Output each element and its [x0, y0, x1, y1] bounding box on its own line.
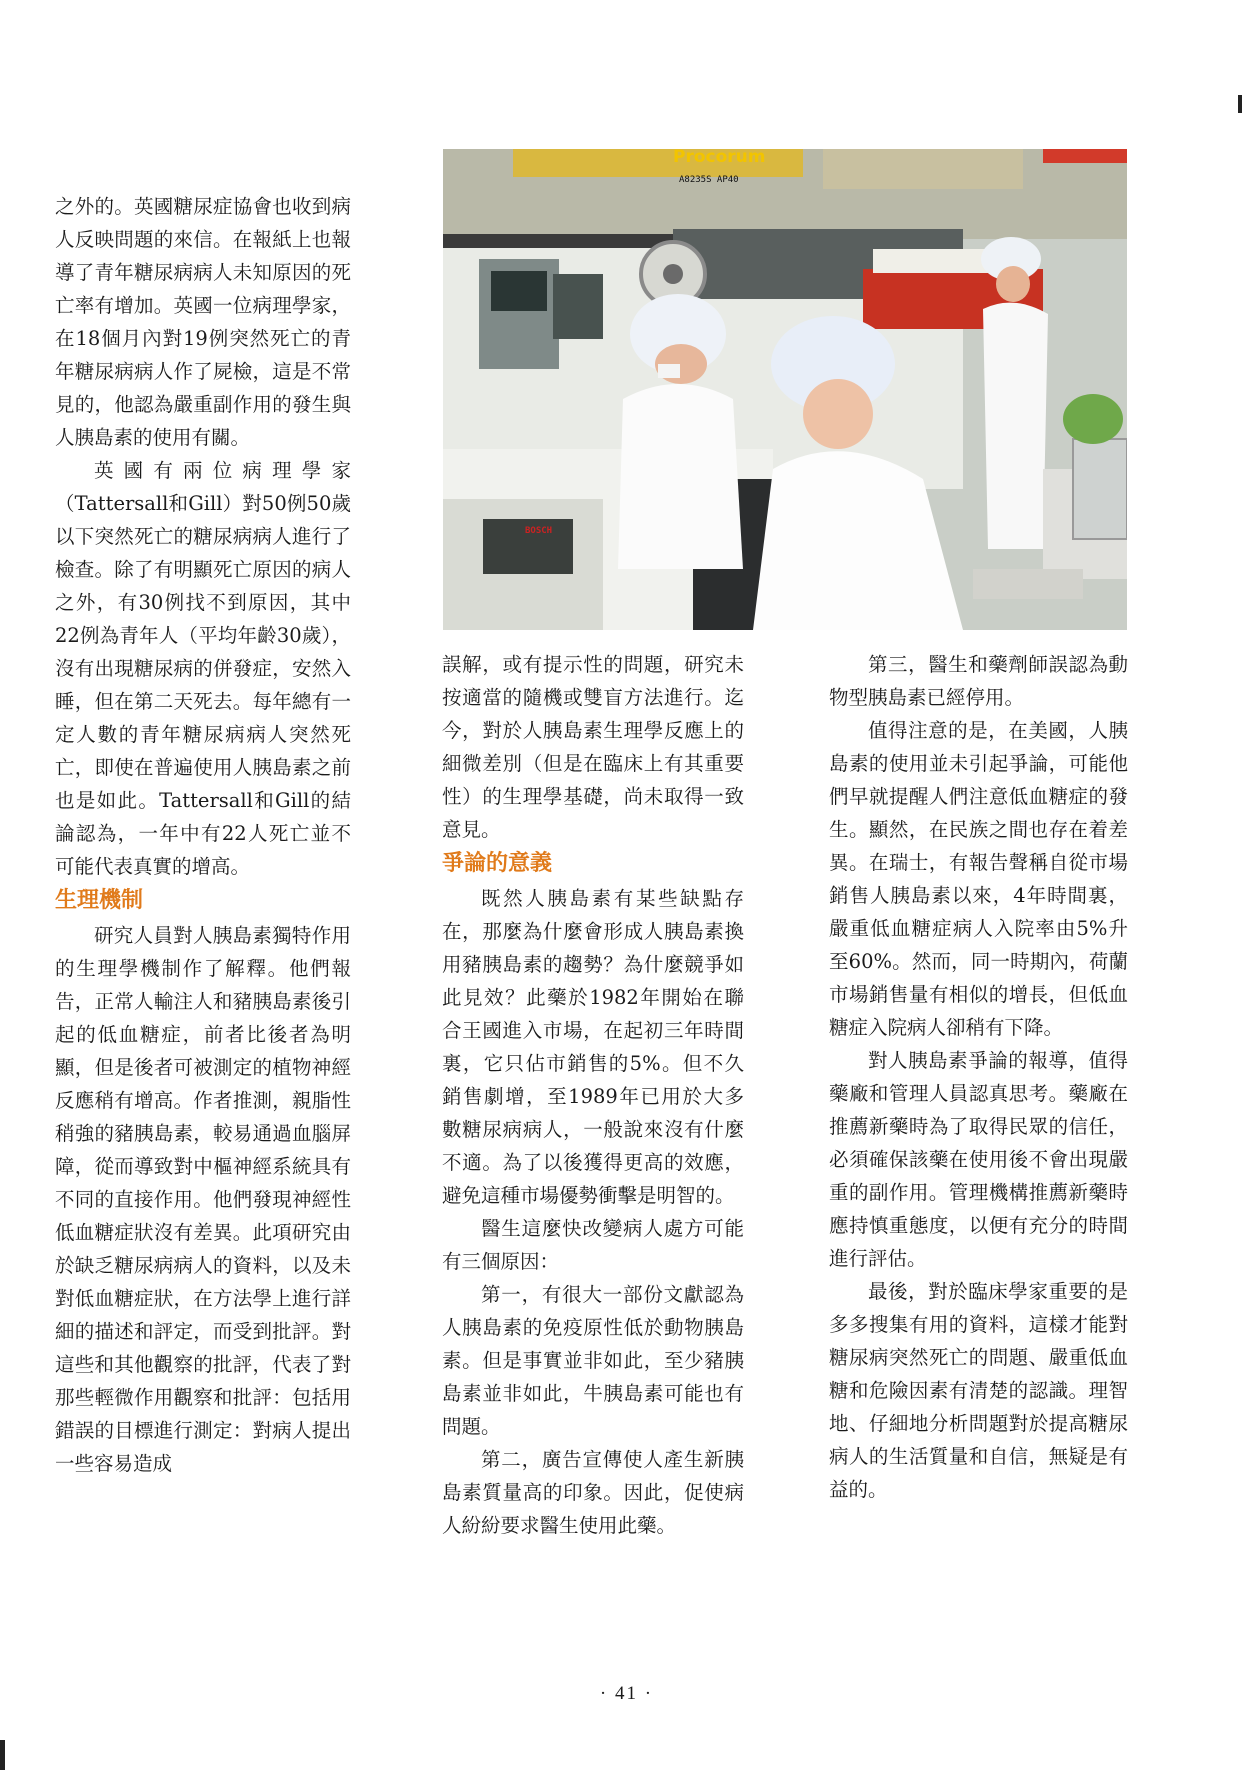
photo-machine-brand: BOSCH [525, 526, 553, 536]
factory-photo-illustration [443, 149, 1127, 630]
column-1 [55, 190, 351, 1480]
column-2-paragraph-4: 第一，有很大一部份文獻認為人胰島素的免疫原性低於動物胰島素。但是事實並非如此，至少豬胰島素並非如此，牛胰島素可能也有問題。 [442, 1283, 744, 1438]
photo-brand-label: Procorum [673, 149, 766, 167]
column-2-paragraph-2: 既然人胰島素有某些缺點存在，那麼為什麼會形成人胰島素換用豬胰島素的趨勢？為什麼競爭如此見效？此藥於1982年開始在聯合王國進入市場，在起初三年時間裏，它只佔市銷售的5%。但不久銷售劇增，至1989年已用於大多數糖尿病病人，一般說來沒有什麼不適。為了以後獲得更高的效應，避免這種市場優勢衝擊是明智的。 [442, 887, 744, 1207]
column-3-paragraph-2: 值得注意的是，在美國，人胰島素的使用並未引起爭論，可能他們早就提醒人們注意低血糖症的發生。顯然，在民族之間也存在着差異。在瑞士，有報告聲稱自從市場銷售人胰島素以來，4年時間裏，嚴重低血糖症病人入院率由5%升至60%。然而，同一時期內，荷蘭市場銷售量有相似的增長，但低血糖症入院病人卻稍有下降。 [829, 719, 1128, 1039]
photo-machine-code: A8235S AP40 [679, 175, 739, 185]
column-1-paragraph-3: 研究人員對人胰島素獨特作用的生理學機制作了解釋。他們報告，正常人輸注人和豬胰島素後引起的低血糖症，前者比後者為明顯，但是後者可被測定的植物神經反應稍有增高。作者推測，親脂性稍強的豬胰島素，較易通過血腦屏障，從而導致對中樞神經系統具有不同的直接作用。他們發現神經性低血糖症狀沒有差異。此項研究由於缺乏糖尿病病人的資料，以及未對低血糖症狀，在方法學上進行詳細的描述和評定，而受到批評。對這些和其他觀察的批評，代表了對那些輕微作用觀察和批評：包括用錯誤的目標進行測定：對病人提出一些容易造成 [55, 924, 351, 1475]
section-heading-physiology: 生理機制 [55, 888, 144, 913]
column-3-paragraph-4: 最後，對於臨床學家重要的是多多搜集有用的資料，這樣才能對糖尿病突然死亡的問題、嚴重低血糖和危險因素有清楚的認識。理智地、仔細地分析問題對於提高糖尿病人的生活質量和自信，無疑是有益的。 [829, 1280, 1128, 1501]
column-1-paragraph-2: 英國有兩位病理學家（Tattersall和Gill）對50例50歲以下突然死亡的糖尿病病人進行了檢查。除了有明顯死亡原因的病人之外，有30例找不到原因，其中22例為青年人（平均年齡30歲），沒有出現糖尿病的併發症，安然入睡，但在第二天死去。每年總有一定人數的青年糖尿病病人突然死亡，即使在普遍使用人胰島素之前也是如此。Tattersall和Gill的結論認為，一年中有22人死亡並不可能代表真實的增高。 [55, 459, 351, 878]
factory-photo [443, 149, 1127, 630]
column-2-paragraph-5: 第二，廣告宣傳使人產生新胰島素質量高的印象。因此，促使病人紛紛要求醫生使用此藥。 [442, 1448, 744, 1537]
page-number: · 41 · [599, 1683, 654, 1704]
column-3-paragraph-3: 對人胰島素爭論的報導，值得藥廠和管理人員認真思考。藥廠在推薦新藥時為了取得民眾的信任，必須確保該藥在使用後不會出現嚴重的副作用。管理機構推薦新藥時應持慎重態度，以便有充分的時間進行評估。 [829, 1049, 1128, 1270]
column-2 [442, 648, 744, 1542]
column-2-paragraph-1: 誤解，或有提示性的問題，研究未按適當的隨機或雙盲方法進行。迄今，對於人胰島素生理學反應上的細微差別（但是在臨床上有其重要性）的生理學基礎，尚未取得一致意見。 [442, 653, 744, 841]
scan-edge-mark-top [1238, 95, 1242, 113]
column-2-paragraph-3: 醫生這麼快改變病人處方可能有三個原因： [442, 1217, 744, 1273]
column-3 [829, 648, 1128, 1506]
scan-edge-mark-bottom [0, 1740, 5, 1770]
section-heading-significance: 爭論的意義 [442, 851, 553, 876]
column-3-paragraph-1: 第三，醫生和藥劑師誤認為動物型胰島素已經停用。 [829, 653, 1128, 709]
column-1-paragraph-1: 之外的。英國糖尿症協會也收到病人反映問題的來信。在報紙上也報導了青年糖尿病病人未知原因的死亡率有增加。英國一位病理學家，在18個月內對19例突然死亡的青年糖尿病病人作了屍檢，這是不常見的，他認為嚴重副作用的發生與人胰島素的使用有關。 [55, 195, 351, 449]
